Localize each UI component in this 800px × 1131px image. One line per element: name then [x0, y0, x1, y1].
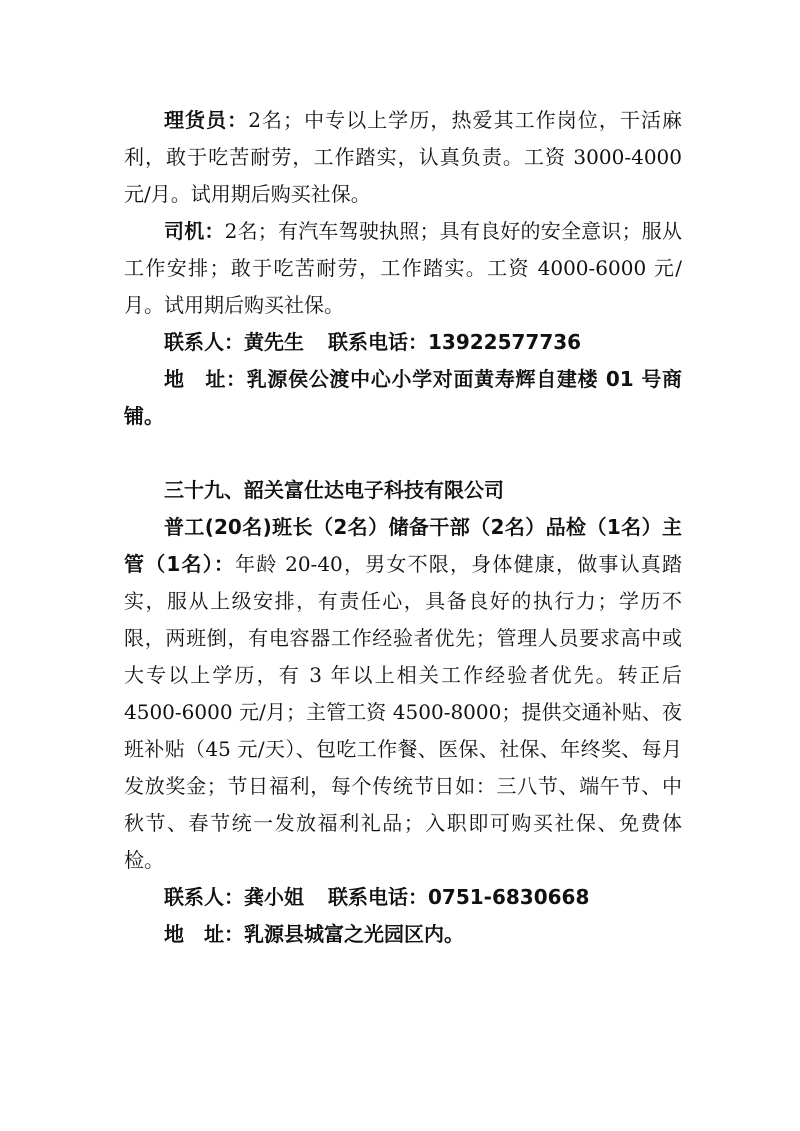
clerk-label: 理货员：: [164, 108, 249, 132]
address-label-b: 址：: [204, 922, 244, 946]
section-gap: [124, 435, 682, 472]
company-title: 三十九、韶关富仕达电子科技有限公司: [164, 478, 504, 502]
address-text: 乳源县城富之光园区内。: [244, 922, 464, 946]
contact-person: 黄先生: [244, 330, 304, 354]
contact-line-2: [124, 879, 682, 916]
contact-person-label: 联系人：: [164, 885, 244, 909]
positions-line: 普工(20名)班长（2名）储备干部（2名）品检（1名）主管（1名）：: [124, 515, 682, 576]
address-line-1: [124, 361, 682, 435]
clerk-text: 2名；中专以上学历，热爱其工作岗位，干活麻利，敢于吃苦耐劳，工作踏实，认真负责。工资 3000-4000 元/月。试用期后购买社保。: [124, 108, 682, 206]
contact-phone-label: 联系电话：: [328, 885, 428, 909]
driver-label: 司机：: [164, 219, 225, 243]
driver-paragraph: [124, 213, 682, 324]
address-label-a: 地: [164, 367, 185, 391]
contact-person-label: 联系人：: [164, 330, 244, 354]
contact-phone: 0751-6830668: [428, 885, 590, 909]
address-label-b: 址：: [204, 367, 247, 391]
address-line-2: [124, 916, 682, 953]
address-text: 乳源侯公渡中心小学对面黄寿辉自建楼 01 号商铺。: [124, 367, 683, 428]
driver-text: 2名；有汽车驾驶执照；具有良好的安全意识；服从工作安排；敢于吃苦耐劳，工作踏实。工资 4000-6000 元/月。试用期后购买社保。: [124, 219, 682, 317]
positions-paragraph: [124, 509, 682, 879]
address-label-a: 地: [164, 922, 184, 946]
contact-person: 龚小姐: [244, 885, 304, 909]
document-body: [124, 102, 682, 953]
positions-text: 年龄 20-40，男女不限，身体健康，做事认真踏实，服从上级安排，有责任心，具备良好的执行力；学历不限，两班倒，有电容器工作经验者优先；管理人员要求高中或大专以上学历，有 3 年以上相关工作经验者优先。转正后 4500-6000 元/月；主管工资 4500-8000；提供交通补贴、夜班补贴（45 元/天）、包吃工作餐、医保、社保、年终奖、每月发放奖金；节日福利，每个传统节日如：三八节、端午节、中秋节、春节统一发放福利礼品；入职即可购买社保、免费体检。: [124, 552, 683, 872]
clerk-paragraph: [124, 102, 682, 213]
contact-phone-label: 联系电话：: [328, 330, 428, 354]
contact-phone: 13922577736: [428, 330, 582, 354]
contact-line-1: [124, 324, 682, 361]
